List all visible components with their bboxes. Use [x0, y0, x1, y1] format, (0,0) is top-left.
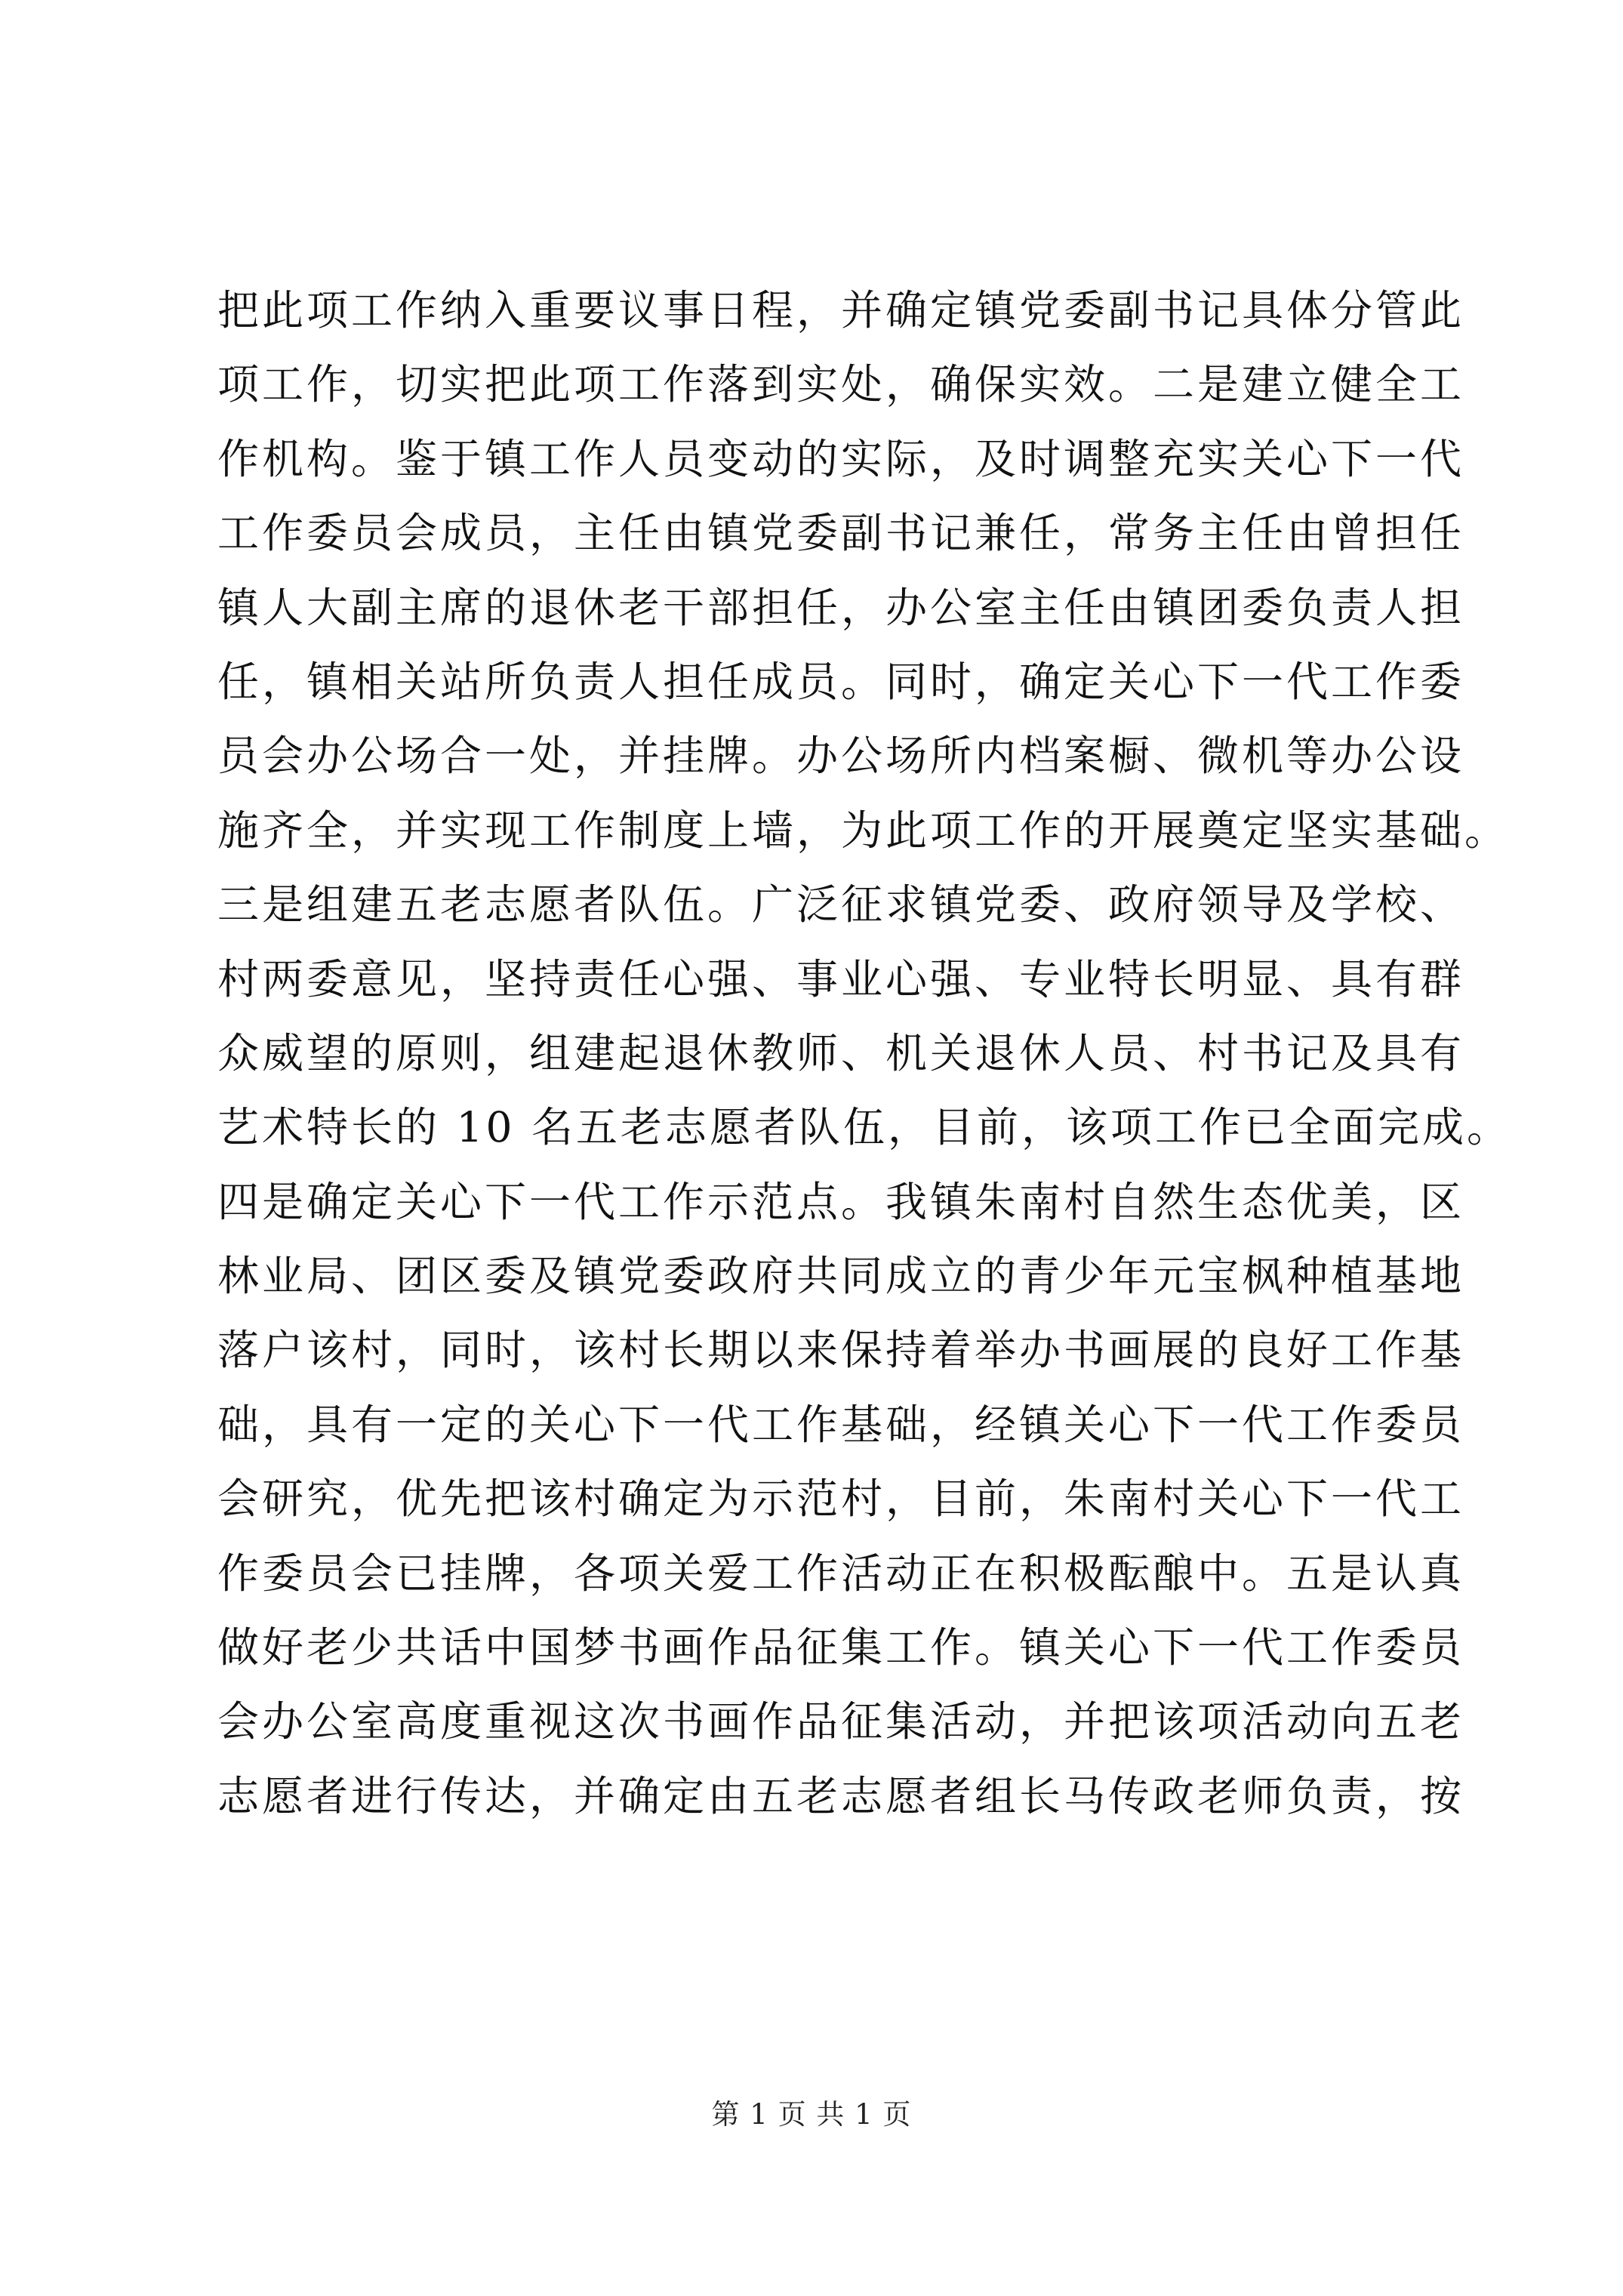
- text-line: 把此项工作纳入重要议事日程，并确定镇党委副书记具体分管此: [217, 286, 1465, 334]
- text-line: 艺术特长的 10 名五老志愿者队伍，目前，该项工作已全面完成。: [217, 1103, 1511, 1152]
- text-line: 众威望的原则，组建起退休教师、机关退休人员、村书记及具有: [217, 1028, 1465, 1077]
- text-line: 施齐全，并实现工作制度上墙，为此项工作的开展奠定坚实基础。: [217, 806, 1510, 855]
- text-line: 会研究，优先把该村确定为示范村，目前，朱南村关心下一代工: [217, 1475, 1465, 1524]
- text-line: 工作委员会成员，主任由镇党委副书记兼任，常务主任由曾担任: [217, 509, 1465, 558]
- text-line: 落户该村，同时，该村长期以来保持着举办书画展的良好工作基: [217, 1326, 1465, 1375]
- text-line: 任，镇相关站所负责人担任成员。同时，确定关心下一代工作委: [217, 657, 1465, 706]
- text-line: 作机构。鉴于镇工作人员变动的实际，及时调整充实关心下一代: [217, 434, 1465, 483]
- page-footer: 第 1 页 共 1 页: [711, 2098, 912, 2131]
- text-line: 四是确定关心下一代工作示范点。我镇朱南村自然生态优美，区: [217, 1177, 1465, 1226]
- text-line: 林业局、团区委及镇党委政府共同成立的青少年元宝枫种植基地: [217, 1252, 1465, 1301]
- body-text: [217, 273, 1511, 1833]
- text-line: 志愿者进行传达，并确定由五老志愿者组长马传政老师负责，按: [217, 1771, 1465, 1820]
- text-line: 镇人大副主席的退休老干部担任，办公室主任由镇团委负责人担: [217, 583, 1465, 632]
- text-line: 做好老少共话中国梦书画作品征集工作。镇关心下一代工作委员: [217, 1623, 1465, 1672]
- text-line: 作委员会已挂牌，各项关爱工作活动正在积极酝酿中。五是认真: [217, 1549, 1465, 1598]
- text-line: 础，具有一定的关心下一代工作基础，经镇关心下一代工作委员: [217, 1400, 1465, 1449]
- text-line: 会办公室高度重视这次书画作品征集活动，并把该项活动向五老: [217, 1697, 1465, 1746]
- text-line: 三是组建五老志愿者队伍。广泛征求镇党委、政府领导及学校、: [217, 880, 1465, 929]
- text-line: 员会办公场合一处，并挂牌。办公场所内档案橱、微机等办公设: [217, 732, 1465, 781]
- text-line: 项工作，切实把此项工作落到实处，确保实效。二是建立健全工: [217, 360, 1465, 409]
- text-line: 村两委意见，坚持责任心强、事业心强、专业特长明显、具有群: [217, 954, 1465, 1003]
